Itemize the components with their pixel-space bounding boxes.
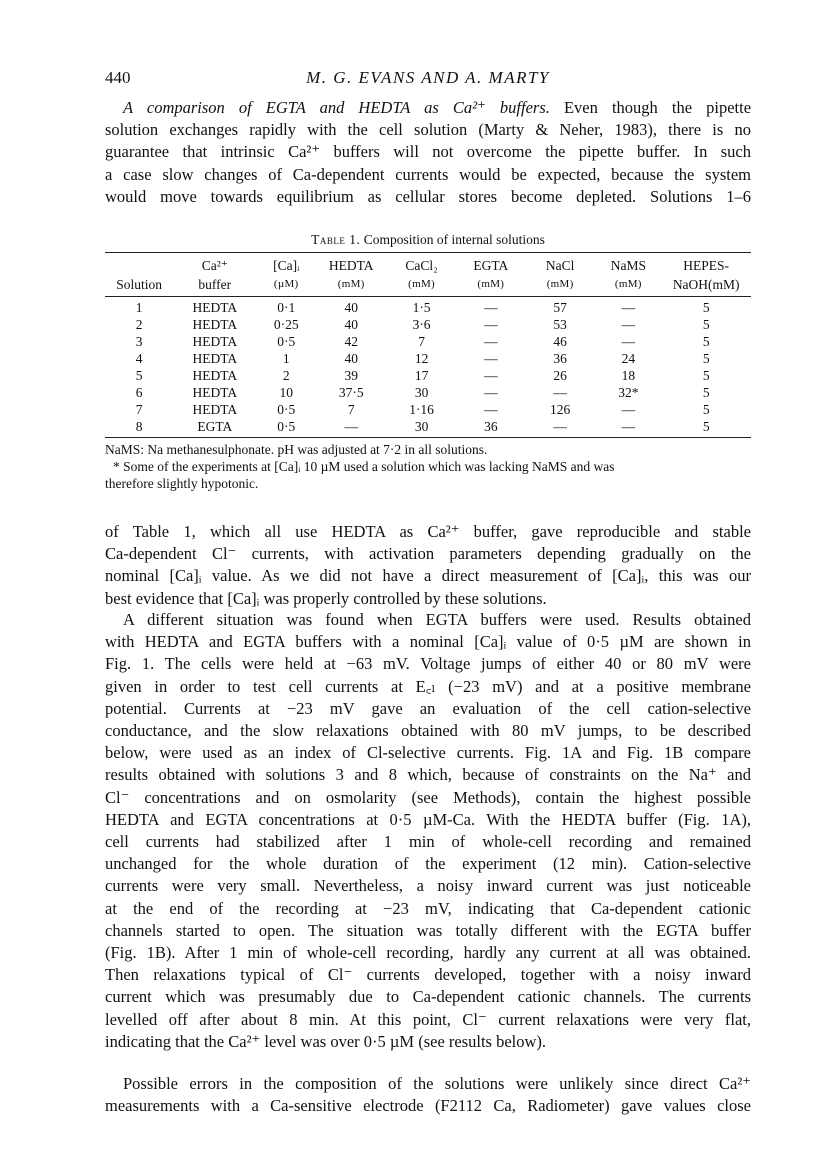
table-cell: 17 — [414, 368, 429, 383]
table-cell: 40 — [344, 300, 358, 315]
table-cell: — — [484, 317, 498, 332]
paragraph-line: below, were used as an index of Cl-selective currents. Fig. 1A and Fig. 1B compare — [105, 743, 751, 763]
table-cell: 3 — [135, 334, 143, 349]
table-cell: 5 — [702, 300, 710, 315]
paragraph-line: indicating that the Ca²⁺ level was over 0·5 µM (see results below). — [105, 1031, 547, 1051]
table-cell: 0·25 — [273, 317, 299, 332]
table-footnote: * Some of the experiments at [Ca]ᵢ 10 µM used a solution which was lacking NaMS and was — [113, 459, 615, 474]
paragraph-line: conductance, and the slow relaxations obtained with 80 mV jumps, to be described — [105, 721, 751, 741]
table-cell: — — [316, 418, 386, 438]
table-cell: 1 — [135, 300, 143, 315]
table-cell: — — [525, 418, 595, 438]
header-cell: buffer — [173, 275, 256, 297]
table-cell: 0·1 — [277, 300, 296, 315]
table-row — [105, 333, 751, 350]
table-cell: 0·5 — [256, 418, 316, 438]
table-caption — [105, 232, 751, 248]
header-cell: CaCl₂ — [386, 253, 456, 276]
table-cell: 53 — [553, 317, 567, 332]
table-cell: 2 — [135, 317, 143, 332]
table-cell: 1·5 — [412, 300, 431, 315]
paragraph-line: cell currents had stabilized after 1 min of whole-cell recording and remained — [105, 832, 751, 852]
paragraph-line: with HEDTA and EGTA buffers with a nominal [Ca]ᵢ value of 0·5 µM are shown in — [105, 632, 751, 652]
table-cell: 5 — [702, 402, 710, 417]
paragraph-line: guarantee that intrinsic Ca²⁺ buffers will not overcome the pipette buffer. In such — [105, 142, 751, 162]
paragraph-4 — [105, 1073, 751, 1117]
table-cell: 2 — [282, 368, 290, 383]
header-cell: [Ca]ᵢ — [256, 253, 316, 276]
paragraph-line: Ca-dependent Cl⁻ currents, with activation parameters depending gradually on the — [105, 544, 751, 564]
table-cell: 0·5 — [277, 334, 296, 349]
paragraph-1 — [105, 97, 751, 208]
header-cell: NaOH(mM) — [661, 275, 751, 297]
table-1 — [105, 232, 751, 492]
header-cell: NaCl — [525, 253, 595, 276]
paragraph-line: at the end of the recording at −23 mV, indicating that Ca-dependent cationic — [105, 898, 751, 918]
header-unit: (mM) — [457, 275, 525, 297]
table-row — [105, 367, 751, 384]
table-cell: — — [484, 385, 498, 400]
table-cell: HEDTA — [192, 385, 238, 400]
table-cell: 57 — [553, 300, 567, 315]
table-cell: — — [484, 300, 498, 315]
table-cell: — — [621, 402, 636, 417]
table-cell: 5 — [135, 368, 143, 383]
table-cell: 3·6 — [412, 317, 431, 332]
table-cell: — — [553, 385, 567, 400]
header-unit: (mM) — [595, 275, 661, 297]
table-cell: 126 — [550, 402, 571, 417]
table-cell: 1·16 — [409, 402, 434, 417]
table-cell: 7 — [135, 402, 143, 417]
table-notes — [105, 441, 751, 492]
header-unit: (mM) — [386, 275, 456, 297]
paragraph-line: potential. Currents at −23 mV gave an evaluation of the cell cation-selective — [105, 698, 751, 718]
header-cell — [105, 253, 173, 276]
table-cell: 4 — [135, 351, 143, 366]
table-cell: 37·5 — [338, 385, 364, 400]
header-cell: Ca²⁺ — [173, 253, 256, 276]
table-cell: 5 — [702, 385, 710, 400]
table-cell: 24 — [621, 351, 636, 366]
page-number: 440 — [105, 68, 131, 87]
header-cell: HEPES- — [661, 253, 751, 276]
table-cell: 36 — [553, 351, 567, 366]
table-cell: 1 — [282, 351, 290, 366]
composition-table — [105, 252, 751, 438]
paragraph-line: Even though the pipette — [563, 98, 752, 117]
table-note: NaMS: Na methanesulphonate. pH was adjusted at 7·2 in all solutions. — [105, 442, 488, 457]
table-cell: 26 — [553, 368, 567, 383]
table-footnote-continued: therefore slightly hypotonic. — [105, 476, 259, 491]
table-cell: 0·5 — [277, 402, 296, 417]
paragraph-line: a case slow changes of Ca-dependent currents would be expected, because the system — [105, 164, 751, 184]
table-cell: 8 — [105, 418, 173, 438]
paragraph-line: results obtained with solutions 3 and 8 which, because of constraints on the Na⁺ and — [105, 765, 751, 785]
paragraph-line: of Table 1, which all use HEDTA as Ca²⁺ buffer, gave reproducible and stable — [105, 522, 751, 541]
table-cell: 5 — [702, 351, 710, 366]
table-cell: HEDTA — [192, 402, 238, 417]
table-cell: HEDTA — [192, 368, 238, 383]
paragraph-line: best evidence that [Ca]ᵢ was properly controlled by these solutions. — [105, 588, 547, 608]
table-cell: 18 — [621, 368, 636, 383]
table-cell: 30 — [414, 385, 429, 400]
table-cell: 5 — [661, 418, 751, 438]
table-cell: — — [484, 402, 498, 417]
paragraph-line: channels started to open. The situation was totally different with the EGTA buffer — [105, 920, 751, 940]
table-cell: — — [621, 334, 636, 349]
paragraph-line: Possible errors in the composition of the solutions were unlikely since direct Ca²⁺ — [123, 1074, 751, 1093]
table-cell: 5 — [702, 317, 710, 332]
section-heading: A comparison of EGTA and HEDTA as Ca²⁺ buffers. — [123, 98, 550, 117]
paragraph-3 — [105, 609, 751, 1053]
table-cell: 7 — [347, 402, 355, 417]
table-cell: 5 — [702, 368, 710, 383]
table-cell: 40 — [344, 317, 358, 332]
table-cell: 7 — [418, 334, 425, 349]
table-caption-text: Composition of internal solutions — [363, 232, 545, 247]
table-cell: EGTA — [173, 418, 256, 438]
paragraph-line: solution exchanges rapidly with the cell solution (Marty & Neher, 1983), there is no — [105, 120, 751, 140]
paragraph-line: HEDTA and EGTA concentrations at 0·5 µM-Ca. With the HEDTA buffer (Fig. 1A), — [105, 809, 751, 829]
table-cell: 46 — [553, 334, 567, 349]
table-row — [105, 316, 751, 333]
table-cell: — — [484, 351, 498, 366]
table-cell: 10 — [279, 385, 293, 400]
header-unit: (mM) — [525, 275, 595, 297]
header-unit: (mM) — [316, 275, 386, 297]
table-row — [105, 418, 751, 438]
paragraph-2 — [105, 521, 751, 610]
paragraph-line: current which was presumably due to Ca-dependent cationic channels. The currents — [105, 987, 751, 1007]
table-cell: HEDTA — [192, 317, 238, 332]
paragraph-line: A different situation was found when EGTA buffers were used. Results obtained — [123, 610, 751, 629]
page-header — [105, 68, 751, 92]
table-row — [105, 350, 751, 367]
table-cell: — — [595, 418, 661, 438]
table-cell: — — [621, 300, 636, 315]
table-cell: 36 — [457, 418, 525, 438]
header-unit: (µM) — [256, 275, 316, 297]
table-cell: — — [484, 334, 498, 349]
table-row — [105, 384, 751, 401]
table-cell: — — [621, 317, 636, 332]
paragraph-line: Cl⁻ concentrations and on osmolarity (see Methods), contain the highest possible — [105, 787, 751, 807]
table-row — [105, 297, 751, 317]
table-cell: — — [484, 368, 498, 383]
table-cell: 32* — [618, 385, 639, 400]
table-cell: HEDTA — [192, 351, 238, 366]
paragraph-line: Fig. 1. The cells were held at −63 mV. Voltage jumps of either 40 or 80 mV were — [105, 654, 751, 674]
table-cell: 12 — [414, 351, 429, 366]
table-cell: 40 — [344, 351, 358, 366]
header-cell: NaMS — [595, 253, 661, 276]
paragraph-line: given in order to test cell currents at E꜀ₗ (−23 mV) and at a positive membrane — [105, 676, 751, 696]
running-head: M. G. EVANS AND A. MARTY — [306, 68, 550, 87]
table-cell: 30 — [386, 418, 456, 438]
header-cell: HEDTA — [316, 253, 386, 276]
table-cell: HEDTA — [192, 300, 238, 315]
paragraph-line: Then relaxations typical of Cl⁻ currents developed, together with a noisy inward — [105, 965, 751, 985]
table-cell: 6 — [135, 385, 143, 400]
paragraph-line: unchanged for the whole duration of the experiment (12 min). Cation-selective — [105, 854, 751, 874]
paragraph-line: levelled off after about 8 min. At this point, Cl⁻ current relaxations were very flat, — [105, 1009, 751, 1029]
paragraph-line: measurements with a Ca-sensitive electrode (F2112 Ca, Radiometer) gave values close — [105, 1096, 751, 1116]
paragraph-line: (Fig. 1B). After 1 min of whole-cell recording, hardly any current at all was obtained. — [105, 943, 751, 963]
header-cell: EGTA — [457, 253, 525, 276]
table-cell: 42 — [344, 334, 358, 349]
table-row — [105, 401, 751, 418]
paragraph-line: would move towards equilibrium as cellular stores become depleted. Solutions 1–6 — [105, 186, 751, 206]
table-cell: 39 — [344, 368, 358, 383]
table-cell: HEDTA — [192, 334, 238, 349]
paragraph-line: currents were very small. Nevertheless, a noisy inward current was just noticeable — [105, 876, 751, 896]
header-cell: Solution — [105, 275, 173, 297]
table-cell: 5 — [702, 334, 710, 349]
paragraph-line: nominal [Ca]ᵢ value. As we did not have a direct measurement of [Ca]ᵢ, this was our — [105, 566, 751, 586]
table-caption-label: Table 1. — [311, 232, 361, 247]
